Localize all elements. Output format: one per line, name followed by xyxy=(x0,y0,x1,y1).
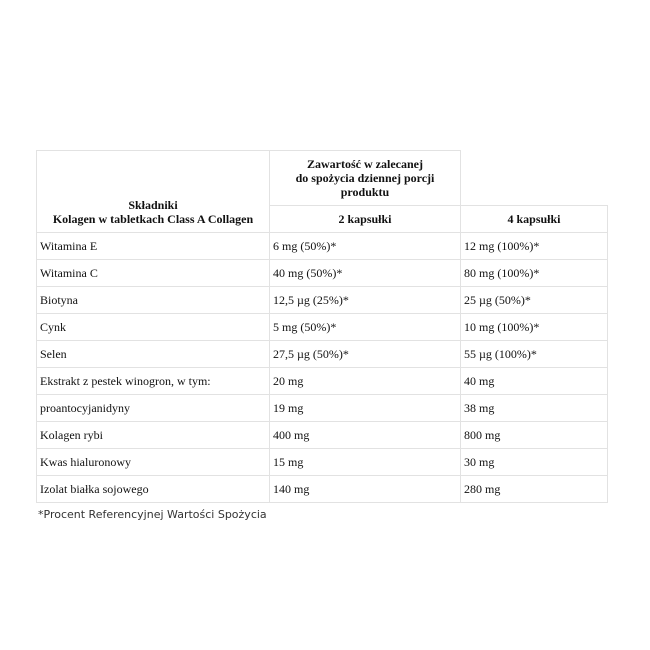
dose-4-capsules: 80 mg (100%)* xyxy=(461,260,608,287)
table-row xyxy=(37,449,608,476)
ingredient-name: Kolagen rybi xyxy=(37,422,270,449)
header-2-capsules: 2 kapsułki xyxy=(270,206,461,233)
portion-header-line2: do spożycia dziennej porcji xyxy=(295,171,435,185)
portion-header xyxy=(270,151,461,206)
ingredient-name: Selen xyxy=(37,341,270,368)
dose-2-capsules: 40 mg (50%)* xyxy=(270,260,461,287)
dose-4-capsules: 55 µg (100%)* xyxy=(461,341,608,368)
dose-2-capsules: 27,5 µg (50%)* xyxy=(270,341,461,368)
dose-4-capsules: 40 mg xyxy=(461,368,608,395)
table-row xyxy=(37,314,608,341)
dose-2-capsules: 5 mg (50%)* xyxy=(270,314,461,341)
header-row-top xyxy=(37,151,608,206)
table-row xyxy=(37,395,608,422)
dose-2-capsules: 12,5 µg (25%)* xyxy=(270,287,461,314)
dose-4-capsules: 10 mg (100%)* xyxy=(461,314,608,341)
header-4-capsules: 4 kapsułki xyxy=(461,206,608,233)
table-row xyxy=(37,368,608,395)
ingredient-name: Witamina E xyxy=(37,233,270,260)
ingredient-name: Biotyna xyxy=(37,287,270,314)
ingredient-name: Witamina C xyxy=(37,260,270,287)
dose-4-capsules: 25 µg (50%)* xyxy=(461,287,608,314)
table-row xyxy=(37,287,608,314)
portion-header-line3: produktu xyxy=(340,185,390,199)
ingredient-name: Izolat białka sojowego xyxy=(37,476,270,503)
footnote: *Procent Referencyjnej Wartości Spożycia xyxy=(38,508,267,521)
dose-2-capsules: 20 mg xyxy=(270,368,461,395)
ingredient-name: Cynk xyxy=(37,314,270,341)
dose-4-capsules: 38 mg xyxy=(461,395,608,422)
ingredients-header-line1: Składniki xyxy=(128,198,178,212)
dose-2-capsules: 140 mg xyxy=(270,476,461,503)
ingredient-name: Kwas hialuronowy xyxy=(37,449,270,476)
dose-4-capsules: 12 mg (100%)* xyxy=(461,233,608,260)
nutrition-table xyxy=(36,150,608,503)
dose-4-capsules: 280 mg xyxy=(461,476,608,503)
table-row xyxy=(37,260,608,287)
blank-header-cell xyxy=(461,151,608,206)
ingredients-header-line2: Kolagen w tabletkach Class A Collagen xyxy=(52,212,254,226)
ingredients-header xyxy=(37,151,270,233)
ingredient-name: proantocyjanidyny xyxy=(37,395,270,422)
table-row xyxy=(37,422,608,449)
dose-2-capsules: 15 mg xyxy=(270,449,461,476)
dose-2-capsules: 400 mg xyxy=(270,422,461,449)
ingredient-name: Ekstrakt z pestek winogron, w tym: xyxy=(37,368,270,395)
dose-4-capsules: 30 mg xyxy=(461,449,608,476)
dose-2-capsules: 19 mg xyxy=(270,395,461,422)
dose-4-capsules: 800 mg xyxy=(461,422,608,449)
table-row xyxy=(37,233,608,260)
portion-header-line1: Zawartość w zalecanej xyxy=(307,157,423,171)
dose-2-capsules: 6 mg (50%)* xyxy=(270,233,461,260)
table-row xyxy=(37,476,608,503)
table-row xyxy=(37,341,608,368)
